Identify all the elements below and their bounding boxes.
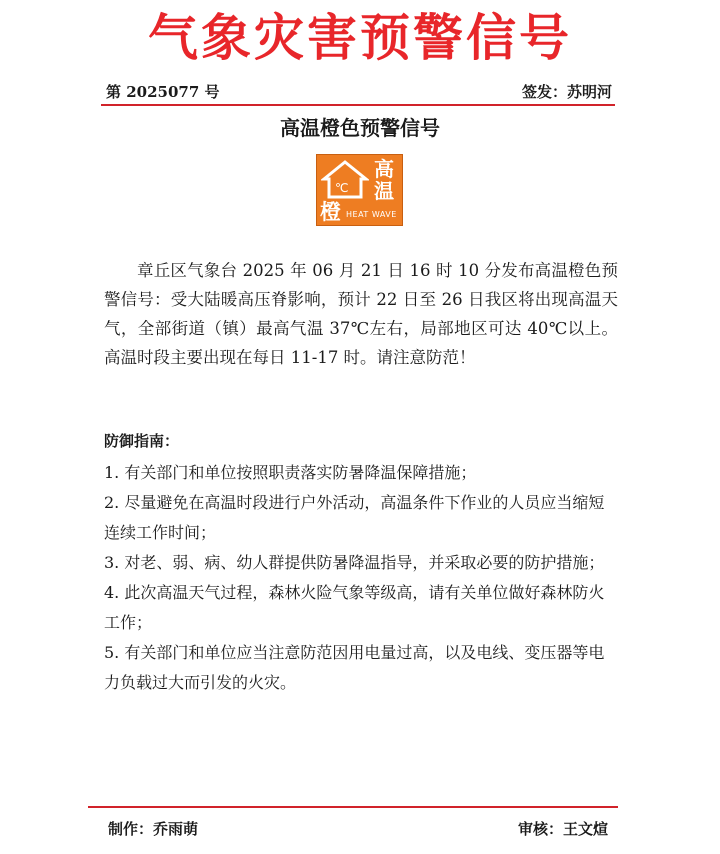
bottom-divider: [88, 806, 618, 808]
defense-guide-heading: 防御指南：: [104, 432, 180, 450]
guide-item: 5. 有关部门和单位应当注意防范因用电量过高，以及电线、变压器等电力负载过大而引发的火灾。: [104, 643, 605, 692]
top-divider: [101, 104, 615, 106]
high-temperature-orange-warning-icon: [316, 154, 403, 226]
document-header-title: 气象灾害预警信号: [148, 9, 572, 67]
warning-title: 高温橙色预警信号: [280, 116, 440, 140]
icon-char-orange: 橙: [320, 200, 341, 224]
author: 制作：乔雨萌: [108, 820, 199, 838]
guide-item: 1. 有关部门和单位按照职责落实防暑降温保障措施；: [104, 463, 477, 482]
warning-body-text: 章丘区气象台 2025 年 06 月 21 日 16 时 10 分发布高温橙色预警信号：受大陆暖高压脊影响，预计 22 日至 26 日我区将出现高温天气，全部街道（镇）最高气温 37℃左右，局部地区可达 40℃以上。高温时段主要出现在每日 11-17 时。请注意防范！: [104, 261, 618, 367]
issuer: 签发：苏明河: [521, 83, 612, 101]
guide-item: 2. 尽量避免在高温时段进行户外活动，高温条件下作业的人员应当缩短连续工作时间；: [104, 493, 605, 542]
guide-item: 4. 此次高温天气过程，森林火险气象等级高，请有关单位做好森林防火工作；: [104, 583, 605, 632]
thermometer-house-icon: [321, 159, 369, 199]
celsius-unit: ℃: [335, 181, 349, 195]
document-number: 第 2025077 号: [106, 83, 220, 101]
icon-char-temp: 温: [374, 179, 394, 203]
icon-caption: HEAT WAVE: [346, 210, 397, 219]
meta-row: [106, 82, 612, 102]
icon-char-high: 高: [374, 157, 394, 181]
reviewer: 审核：王文煊: [517, 820, 608, 838]
defense-guide: [104, 426, 618, 698]
footer-row: [108, 819, 608, 839]
guide-item: 3. 对老、弱、病、幼人群提供防暑降温指导，并采取必要的防护措施；: [104, 553, 605, 572]
